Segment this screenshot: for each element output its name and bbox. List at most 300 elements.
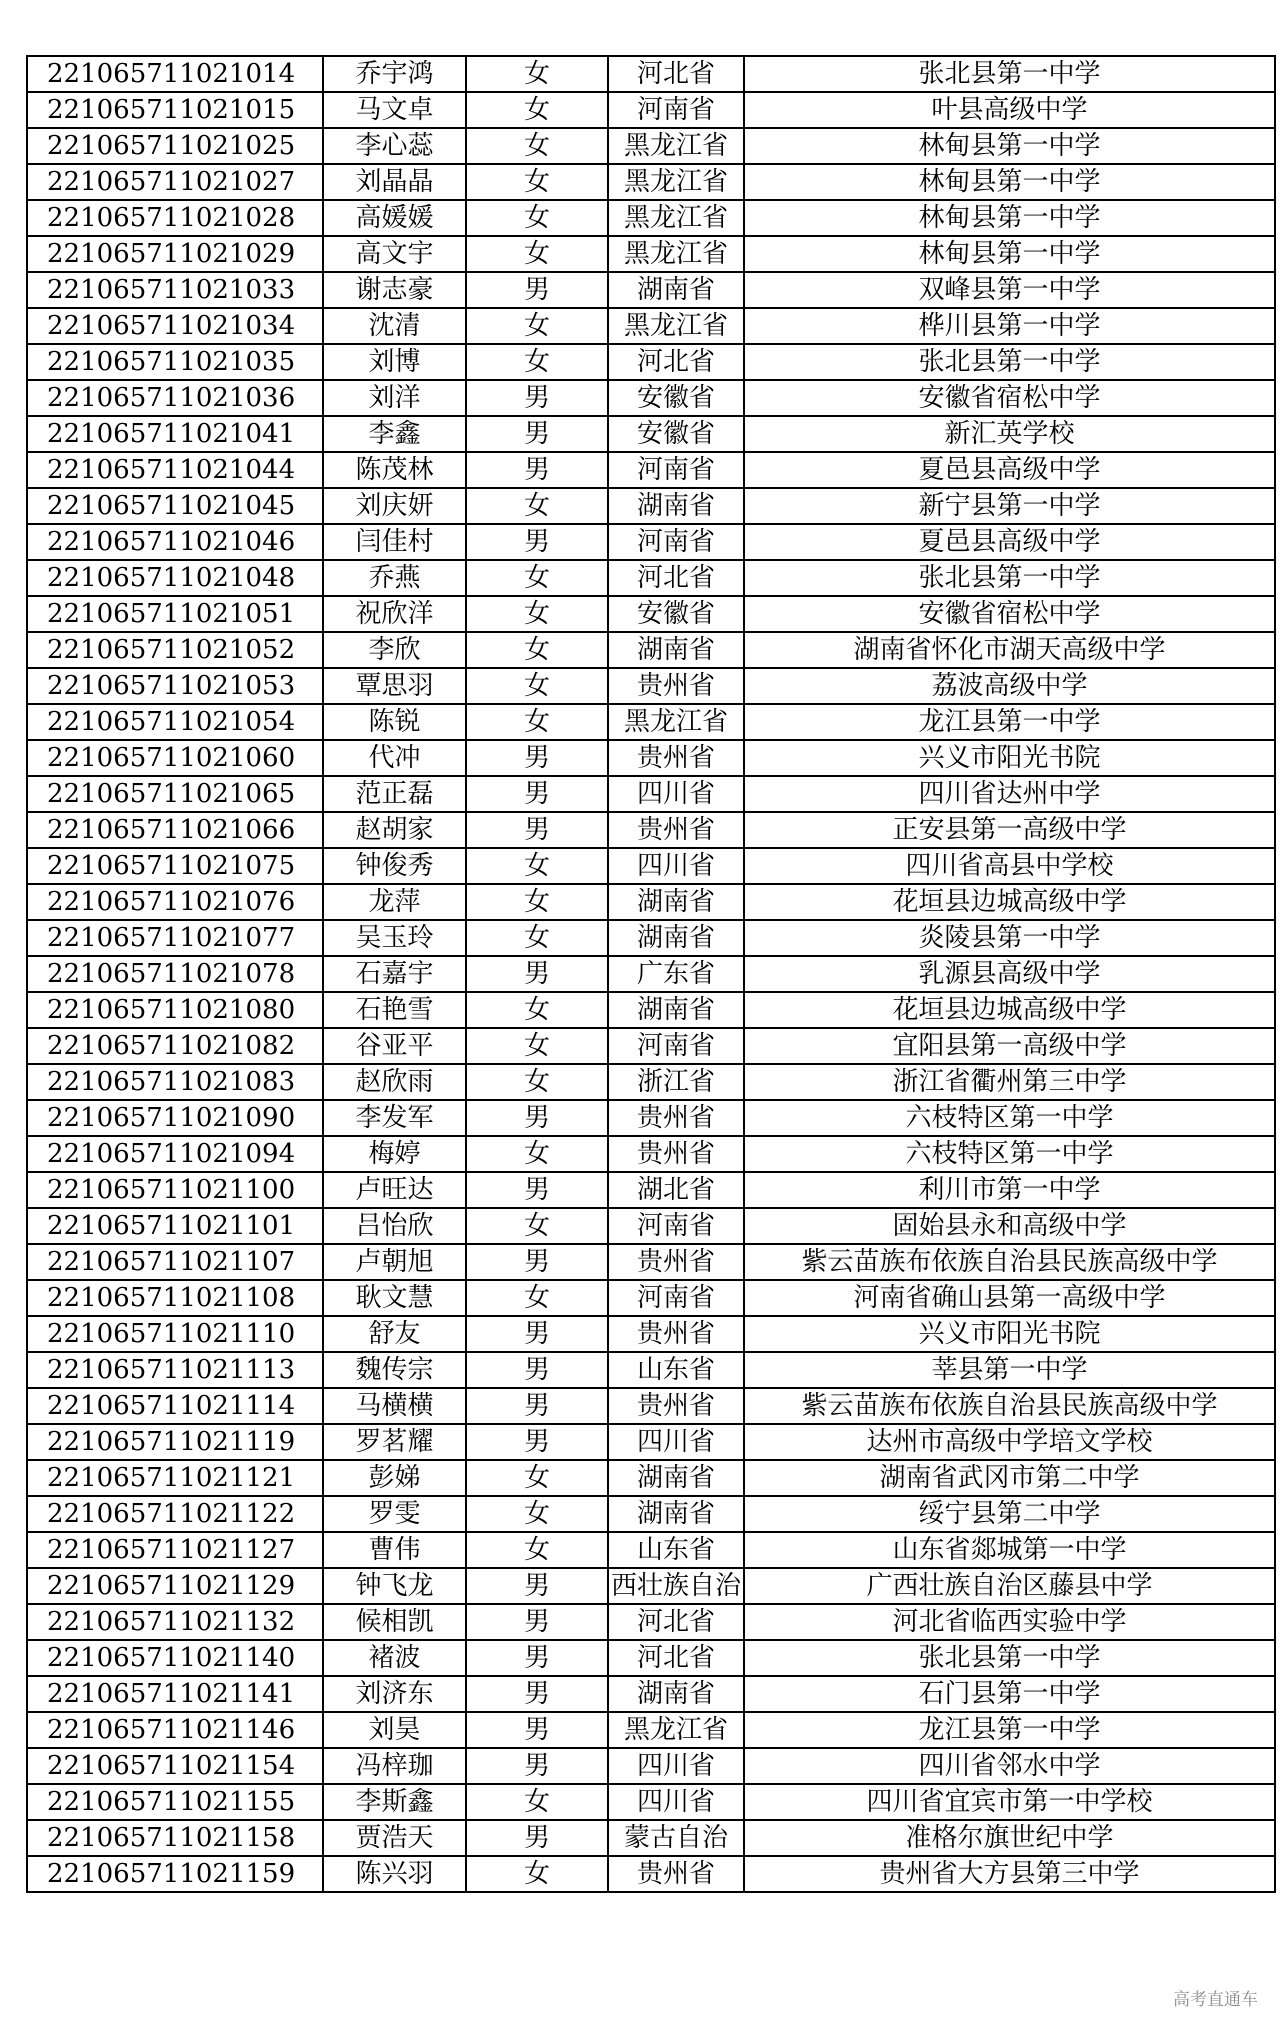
gender-cell: 男 bbox=[466, 1640, 608, 1676]
school-cell: 林甸县第一中学 bbox=[744, 236, 1275, 272]
gender-cell: 女 bbox=[466, 1028, 608, 1064]
table-row bbox=[27, 1028, 1275, 1064]
table-row bbox=[27, 956, 1275, 992]
province-cell: 广东省 bbox=[608, 956, 744, 992]
name-cell: 吴玉玲 bbox=[323, 920, 466, 956]
school-cell: 利川市第一中学 bbox=[744, 1172, 1275, 1208]
candidate-id-cell: 221065711021108 bbox=[27, 1280, 323, 1316]
candidate-id-cell: 221065711021034 bbox=[27, 308, 323, 344]
name-cell: 谷亚平 bbox=[323, 1028, 466, 1064]
school-cell: 六枝特区第一中学 bbox=[744, 1100, 1275, 1136]
province-cell: 贵州省 bbox=[608, 1388, 744, 1424]
name-cell: 覃思羽 bbox=[323, 668, 466, 704]
province-cell: 河南省 bbox=[608, 1280, 744, 1316]
gender-cell: 女 bbox=[466, 992, 608, 1028]
name-cell: 彭娣 bbox=[323, 1460, 466, 1496]
name-cell: 代冲 bbox=[323, 740, 466, 776]
school-cell: 张北县第一中学 bbox=[744, 1640, 1275, 1676]
gender-cell: 女 bbox=[466, 1064, 608, 1100]
table-row bbox=[27, 1712, 1275, 1748]
gender-cell: 女 bbox=[466, 632, 608, 668]
school-cell: 安徽省宿松中学 bbox=[744, 596, 1275, 632]
gender-cell: 女 bbox=[466, 920, 608, 956]
school-cell: 桦川县第一中学 bbox=[744, 308, 1275, 344]
candidate-id-cell: 221065711021027 bbox=[27, 164, 323, 200]
candidate-id-cell: 221065711021094 bbox=[27, 1136, 323, 1172]
name-cell: 钟飞龙 bbox=[323, 1568, 466, 1604]
table-row bbox=[27, 992, 1275, 1028]
gender-cell: 男 bbox=[466, 1316, 608, 1352]
school-cell: 紫云苗族布依族自治县民族高级中学 bbox=[744, 1388, 1275, 1424]
school-cell: 新汇英学校 bbox=[744, 416, 1275, 452]
gender-cell: 男 bbox=[466, 1172, 608, 1208]
table-row bbox=[27, 344, 1275, 380]
candidate-id-cell: 221065711021066 bbox=[27, 812, 323, 848]
name-cell: 龙萍 bbox=[323, 884, 466, 920]
table-row bbox=[27, 1748, 1275, 1784]
province-cell: 湖南省 bbox=[608, 1676, 744, 1712]
table-row bbox=[27, 1460, 1275, 1496]
name-cell: 乔宇鸿 bbox=[323, 56, 466, 92]
province-cell: 湖南省 bbox=[608, 920, 744, 956]
candidate-id-cell: 221065711021110 bbox=[27, 1316, 323, 1352]
gender-cell: 女 bbox=[466, 1280, 608, 1316]
school-cell: 四川省高县中学校 bbox=[744, 848, 1275, 884]
table-body bbox=[27, 56, 1275, 1892]
gender-cell: 男 bbox=[466, 1100, 608, 1136]
province-cell: 河北省 bbox=[608, 1640, 744, 1676]
school-cell: 河北省临西实验中学 bbox=[744, 1604, 1275, 1640]
candidate-id-cell: 221065711021155 bbox=[27, 1784, 323, 1820]
name-cell: 陈兴羽 bbox=[323, 1856, 466, 1892]
province-cell: 黑龙江省 bbox=[608, 308, 744, 344]
gender-cell: 女 bbox=[466, 308, 608, 344]
name-cell: 褚波 bbox=[323, 1640, 466, 1676]
candidate-id-cell: 221065711021080 bbox=[27, 992, 323, 1028]
province-cell: 河南省 bbox=[608, 1208, 744, 1244]
province-cell: 湖北省 bbox=[608, 1172, 744, 1208]
name-cell: 卢朝旭 bbox=[323, 1244, 466, 1280]
school-cell: 林甸县第一中学 bbox=[744, 164, 1275, 200]
name-cell: 陈茂林 bbox=[323, 452, 466, 488]
name-cell: 卢旺达 bbox=[323, 1172, 466, 1208]
candidate-id-cell: 221065711021054 bbox=[27, 704, 323, 740]
candidate-id-cell: 221065711021090 bbox=[27, 1100, 323, 1136]
province-cell: 黑龙江省 bbox=[608, 236, 744, 272]
name-cell: 赵欣雨 bbox=[323, 1064, 466, 1100]
province-cell: 河北省 bbox=[608, 344, 744, 380]
gender-cell: 男 bbox=[466, 452, 608, 488]
gender-cell: 女 bbox=[466, 884, 608, 920]
candidate-id-cell: 221065711021140 bbox=[27, 1640, 323, 1676]
table-row bbox=[27, 1676, 1275, 1712]
province-cell: 湖南省 bbox=[608, 1460, 744, 1496]
gender-cell: 男 bbox=[466, 416, 608, 452]
province-cell: 黑龙江省 bbox=[608, 200, 744, 236]
school-cell: 兴义市阳光书院 bbox=[744, 740, 1275, 776]
gender-cell: 女 bbox=[466, 704, 608, 740]
candidate-id-cell: 221065711021158 bbox=[27, 1820, 323, 1856]
table-row bbox=[27, 56, 1275, 92]
school-cell: 叶县高级中学 bbox=[744, 92, 1275, 128]
candidate-id-cell: 221065711021051 bbox=[27, 596, 323, 632]
school-cell: 固始县永和高级中学 bbox=[744, 1208, 1275, 1244]
school-cell: 正安县第一高级中学 bbox=[744, 812, 1275, 848]
candidate-id-cell: 221065711021083 bbox=[27, 1064, 323, 1100]
table-row bbox=[27, 1208, 1275, 1244]
table-row bbox=[27, 704, 1275, 740]
province-cell: 河北省 bbox=[608, 1604, 744, 1640]
province-cell: 湖南省 bbox=[608, 632, 744, 668]
school-cell: 张北县第一中学 bbox=[744, 560, 1275, 596]
school-cell: 山东省郯城第一中学 bbox=[744, 1532, 1275, 1568]
table-row bbox=[27, 1532, 1275, 1568]
province-cell: 湖南省 bbox=[608, 1496, 744, 1532]
gender-cell: 男 bbox=[466, 812, 608, 848]
gender-cell: 男 bbox=[466, 524, 608, 560]
province-cell: 贵州省 bbox=[608, 1244, 744, 1280]
candidate-id-cell: 221065711021014 bbox=[27, 56, 323, 92]
school-cell: 夏邑县高级中学 bbox=[744, 524, 1275, 560]
name-cell: 谢志豪 bbox=[323, 272, 466, 308]
school-cell: 湖南省武冈市第二中学 bbox=[744, 1460, 1275, 1496]
table-row bbox=[27, 560, 1275, 596]
province-cell: 黑龙江省 bbox=[608, 704, 744, 740]
province-cell: 西壮族自治 bbox=[608, 1568, 744, 1604]
table-row bbox=[27, 632, 1275, 668]
admission-table bbox=[26, 55, 1276, 1893]
province-cell: 四川省 bbox=[608, 848, 744, 884]
candidate-id-cell: 221065711021119 bbox=[27, 1424, 323, 1460]
name-cell: 贾浩天 bbox=[323, 1820, 466, 1856]
table-row bbox=[27, 1496, 1275, 1532]
table-row bbox=[27, 1388, 1275, 1424]
candidate-id-cell: 221065711021041 bbox=[27, 416, 323, 452]
gender-cell: 男 bbox=[466, 1424, 608, 1460]
gender-cell: 男 bbox=[466, 1388, 608, 1424]
candidate-id-cell: 221065711021036 bbox=[27, 380, 323, 416]
table-row bbox=[27, 524, 1275, 560]
gender-cell: 女 bbox=[466, 56, 608, 92]
gender-cell: 女 bbox=[466, 92, 608, 128]
province-cell: 河南省 bbox=[608, 1028, 744, 1064]
candidate-id-cell: 221065711021052 bbox=[27, 632, 323, 668]
gender-cell: 女 bbox=[466, 488, 608, 524]
province-cell: 河南省 bbox=[608, 92, 744, 128]
name-cell: 马文卓 bbox=[323, 92, 466, 128]
province-cell: 河北省 bbox=[608, 56, 744, 92]
gender-cell: 男 bbox=[466, 1568, 608, 1604]
school-cell: 六枝特区第一中学 bbox=[744, 1136, 1275, 1172]
gender-cell: 男 bbox=[466, 1820, 608, 1856]
table-row bbox=[27, 1352, 1275, 1388]
school-cell: 花垣县边城高级中学 bbox=[744, 992, 1275, 1028]
candidate-id-cell: 221065711021048 bbox=[27, 560, 323, 596]
table-row bbox=[27, 416, 1275, 452]
table-row bbox=[27, 812, 1275, 848]
candidate-id-cell: 221065711021045 bbox=[27, 488, 323, 524]
gender-cell: 男 bbox=[466, 380, 608, 416]
name-cell: 赵胡家 bbox=[323, 812, 466, 848]
province-cell: 四川省 bbox=[608, 776, 744, 812]
table-row bbox=[27, 164, 1275, 200]
name-cell: 高媛媛 bbox=[323, 200, 466, 236]
school-cell: 新宁县第一中学 bbox=[744, 488, 1275, 524]
gender-cell: 女 bbox=[466, 1784, 608, 1820]
name-cell: 陈锐 bbox=[323, 704, 466, 740]
table-row bbox=[27, 668, 1275, 704]
table-row bbox=[27, 1784, 1275, 1820]
table-row bbox=[27, 452, 1275, 488]
candidate-id-cell: 221065711021025 bbox=[27, 128, 323, 164]
province-cell: 河南省 bbox=[608, 524, 744, 560]
school-cell: 兴义市阳光书院 bbox=[744, 1316, 1275, 1352]
candidate-id-cell: 221065711021141 bbox=[27, 1676, 323, 1712]
gender-cell: 女 bbox=[466, 1208, 608, 1244]
table-row bbox=[27, 1856, 1275, 1892]
name-cell: 李心蕊 bbox=[323, 128, 466, 164]
candidate-id-cell: 221065711021029 bbox=[27, 236, 323, 272]
table-row bbox=[27, 488, 1275, 524]
candidate-id-cell: 221065711021035 bbox=[27, 344, 323, 380]
gender-cell: 男 bbox=[466, 1352, 608, 1388]
gender-cell: 男 bbox=[466, 1604, 608, 1640]
school-cell: 乳源县高级中学 bbox=[744, 956, 1275, 992]
province-cell: 贵州省 bbox=[608, 668, 744, 704]
name-cell: 马横横 bbox=[323, 1388, 466, 1424]
gender-cell: 男 bbox=[466, 1748, 608, 1784]
table-row bbox=[27, 1568, 1275, 1604]
province-cell: 湖南省 bbox=[608, 884, 744, 920]
province-cell: 黑龙江省 bbox=[608, 128, 744, 164]
table-row bbox=[27, 1820, 1275, 1856]
province-cell: 贵州省 bbox=[608, 812, 744, 848]
gender-cell: 女 bbox=[466, 1460, 608, 1496]
name-cell: 刘晶晶 bbox=[323, 164, 466, 200]
name-cell: 罗茗耀 bbox=[323, 1424, 466, 1460]
gender-cell: 男 bbox=[466, 1712, 608, 1748]
school-cell: 龙江县第一中学 bbox=[744, 704, 1275, 740]
name-cell: 石艳雪 bbox=[323, 992, 466, 1028]
province-cell: 贵州省 bbox=[608, 1856, 744, 1892]
province-cell: 贵州省 bbox=[608, 740, 744, 776]
candidate-id-cell: 221065711021077 bbox=[27, 920, 323, 956]
school-cell: 炎陵县第一中学 bbox=[744, 920, 1275, 956]
school-cell: 林甸县第一中学 bbox=[744, 200, 1275, 236]
table-row bbox=[27, 1136, 1275, 1172]
table-row bbox=[27, 200, 1275, 236]
table-row bbox=[27, 920, 1275, 956]
candidate-id-cell: 221065711021075 bbox=[27, 848, 323, 884]
name-cell: 乔燕 bbox=[323, 560, 466, 596]
province-cell: 贵州省 bbox=[608, 1100, 744, 1136]
name-cell: 梅婷 bbox=[323, 1136, 466, 1172]
gender-cell: 女 bbox=[466, 848, 608, 884]
province-cell: 河北省 bbox=[608, 560, 744, 596]
province-cell: 黑龙江省 bbox=[608, 164, 744, 200]
name-cell: 石嘉宇 bbox=[323, 956, 466, 992]
table-row bbox=[27, 128, 1275, 164]
gender-cell: 女 bbox=[466, 128, 608, 164]
candidate-id-cell: 221065711021113 bbox=[27, 1352, 323, 1388]
school-cell: 荔波高级中学 bbox=[744, 668, 1275, 704]
table-row bbox=[27, 1640, 1275, 1676]
gender-cell: 女 bbox=[466, 560, 608, 596]
school-cell: 绥宁县第二中学 bbox=[744, 1496, 1275, 1532]
province-cell: 浙江省 bbox=[608, 1064, 744, 1100]
candidate-id-cell: 221065711021060 bbox=[27, 740, 323, 776]
name-cell: 李发军 bbox=[323, 1100, 466, 1136]
table-row bbox=[27, 1172, 1275, 1208]
school-cell: 准格尔旗世纪中学 bbox=[744, 1820, 1275, 1856]
name-cell: 耿文慧 bbox=[323, 1280, 466, 1316]
province-cell: 湖南省 bbox=[608, 488, 744, 524]
table-row bbox=[27, 776, 1275, 812]
province-cell: 河南省 bbox=[608, 452, 744, 488]
table-row bbox=[27, 308, 1275, 344]
table-row bbox=[27, 740, 1275, 776]
table-row bbox=[27, 1244, 1275, 1280]
name-cell: 李欣 bbox=[323, 632, 466, 668]
province-cell: 蒙古自治 bbox=[608, 1820, 744, 1856]
school-cell: 张北县第一中学 bbox=[744, 344, 1275, 380]
school-cell: 林甸县第一中学 bbox=[744, 128, 1275, 164]
candidate-id-cell: 221065711021122 bbox=[27, 1496, 323, 1532]
candidate-id-cell: 221065711021129 bbox=[27, 1568, 323, 1604]
name-cell: 李斯鑫 bbox=[323, 1784, 466, 1820]
table-row bbox=[27, 1316, 1275, 1352]
school-cell: 紫云苗族布依族自治县民族高级中学 bbox=[744, 1244, 1275, 1280]
table-row bbox=[27, 92, 1275, 128]
candidate-id-cell: 221065711021078 bbox=[27, 956, 323, 992]
gender-cell: 男 bbox=[466, 740, 608, 776]
candidate-id-cell: 221065711021100 bbox=[27, 1172, 323, 1208]
name-cell: 冯梓珈 bbox=[323, 1748, 466, 1784]
name-cell: 魏传宗 bbox=[323, 1352, 466, 1388]
school-cell: 石门县第一中学 bbox=[744, 1676, 1275, 1712]
school-cell: 河南省确山县第一高级中学 bbox=[744, 1280, 1275, 1316]
name-cell: 刘济东 bbox=[323, 1676, 466, 1712]
gender-cell: 男 bbox=[466, 776, 608, 812]
school-cell: 龙江县第一中学 bbox=[744, 1712, 1275, 1748]
candidate-id-cell: 221065711021015 bbox=[27, 92, 323, 128]
school-cell: 莘县第一中学 bbox=[744, 1352, 1275, 1388]
province-cell: 山东省 bbox=[608, 1532, 744, 1568]
name-cell: 舒友 bbox=[323, 1316, 466, 1352]
gender-cell: 男 bbox=[466, 956, 608, 992]
school-cell: 贵州省大方县第三中学 bbox=[744, 1856, 1275, 1892]
table-row bbox=[27, 1280, 1275, 1316]
table-row bbox=[27, 1100, 1275, 1136]
gender-cell: 女 bbox=[466, 1532, 608, 1568]
candidate-id-cell: 221065711021101 bbox=[27, 1208, 323, 1244]
candidate-id-cell: 221065711021028 bbox=[27, 200, 323, 236]
name-cell: 候相凯 bbox=[323, 1604, 466, 1640]
name-cell: 刘洋 bbox=[323, 380, 466, 416]
name-cell: 范正磊 bbox=[323, 776, 466, 812]
candidate-id-cell: 221065711021076 bbox=[27, 884, 323, 920]
table-row bbox=[27, 884, 1275, 920]
province-cell: 四川省 bbox=[608, 1784, 744, 1820]
table-row bbox=[27, 596, 1275, 632]
school-cell: 张北县第一中学 bbox=[744, 56, 1275, 92]
candidate-id-cell: 221065711021053 bbox=[27, 668, 323, 704]
name-cell: 钟俊秀 bbox=[323, 848, 466, 884]
school-cell: 四川省宜宾市第一中学校 bbox=[744, 1784, 1275, 1820]
province-cell: 四川省 bbox=[608, 1424, 744, 1460]
province-cell: 湖南省 bbox=[608, 272, 744, 308]
name-cell: 罗雯 bbox=[323, 1496, 466, 1532]
name-cell: 高文宇 bbox=[323, 236, 466, 272]
school-cell: 湖南省怀化市湖天高级中学 bbox=[744, 632, 1275, 668]
candidate-id-cell: 221065711021044 bbox=[27, 452, 323, 488]
candidate-id-cell: 221065711021154 bbox=[27, 1748, 323, 1784]
gender-cell: 女 bbox=[466, 1496, 608, 1532]
school-cell: 双峰县第一中学 bbox=[744, 272, 1275, 308]
table-row bbox=[27, 1064, 1275, 1100]
gender-cell: 女 bbox=[466, 596, 608, 632]
school-cell: 安徽省宿松中学 bbox=[744, 380, 1275, 416]
province-cell: 安徽省 bbox=[608, 596, 744, 632]
gender-cell: 女 bbox=[466, 344, 608, 380]
name-cell: 祝欣洋 bbox=[323, 596, 466, 632]
school-cell: 浙江省衢州第三中学 bbox=[744, 1064, 1275, 1100]
province-cell: 湖南省 bbox=[608, 992, 744, 1028]
candidate-id-cell: 221065711021065 bbox=[27, 776, 323, 812]
gender-cell: 男 bbox=[466, 1676, 608, 1712]
table-row bbox=[27, 848, 1275, 884]
school-cell: 宜阳县第一高级中学 bbox=[744, 1028, 1275, 1064]
name-cell: 刘博 bbox=[323, 344, 466, 380]
gender-cell: 女 bbox=[466, 668, 608, 704]
candidate-id-cell: 221065711021132 bbox=[27, 1604, 323, 1640]
gender-cell: 女 bbox=[466, 1136, 608, 1172]
name-cell: 李鑫 bbox=[323, 416, 466, 452]
school-cell: 达州市高级中学培文学校 bbox=[744, 1424, 1275, 1460]
gender-cell: 女 bbox=[466, 1856, 608, 1892]
name-cell: 闫佳村 bbox=[323, 524, 466, 560]
candidate-id-cell: 221065711021107 bbox=[27, 1244, 323, 1280]
province-cell: 安徽省 bbox=[608, 416, 744, 452]
province-cell: 贵州省 bbox=[608, 1316, 744, 1352]
table-row bbox=[27, 380, 1275, 416]
candidate-id-cell: 221065711021033 bbox=[27, 272, 323, 308]
province-cell: 山东省 bbox=[608, 1352, 744, 1388]
gender-cell: 男 bbox=[466, 272, 608, 308]
table-row bbox=[27, 272, 1275, 308]
name-cell: 刘昊 bbox=[323, 1712, 466, 1748]
candidate-id-cell: 221065711021114 bbox=[27, 1388, 323, 1424]
name-cell: 吕怡欣 bbox=[323, 1208, 466, 1244]
school-cell: 四川省达州中学 bbox=[744, 776, 1275, 812]
candidate-id-cell: 221065711021082 bbox=[27, 1028, 323, 1064]
gender-cell: 女 bbox=[466, 236, 608, 272]
candidate-id-cell: 221065711021146 bbox=[27, 1712, 323, 1748]
name-cell: 刘庆妍 bbox=[323, 488, 466, 524]
province-cell: 黑龙江省 bbox=[608, 1712, 744, 1748]
school-cell: 花垣县边城高级中学 bbox=[744, 884, 1275, 920]
table-row bbox=[27, 1424, 1275, 1460]
table-row bbox=[27, 1604, 1275, 1640]
province-cell: 贵州省 bbox=[608, 1136, 744, 1172]
school-cell: 夏邑县高级中学 bbox=[744, 452, 1275, 488]
name-cell: 曹伟 bbox=[323, 1532, 466, 1568]
watermark-text: 高考直通车 bbox=[1173, 1990, 1258, 2010]
name-cell: 沈清 bbox=[323, 308, 466, 344]
candidate-id-cell: 221065711021159 bbox=[27, 1856, 323, 1892]
gender-cell: 男 bbox=[466, 1244, 608, 1280]
province-cell: 安徽省 bbox=[608, 380, 744, 416]
